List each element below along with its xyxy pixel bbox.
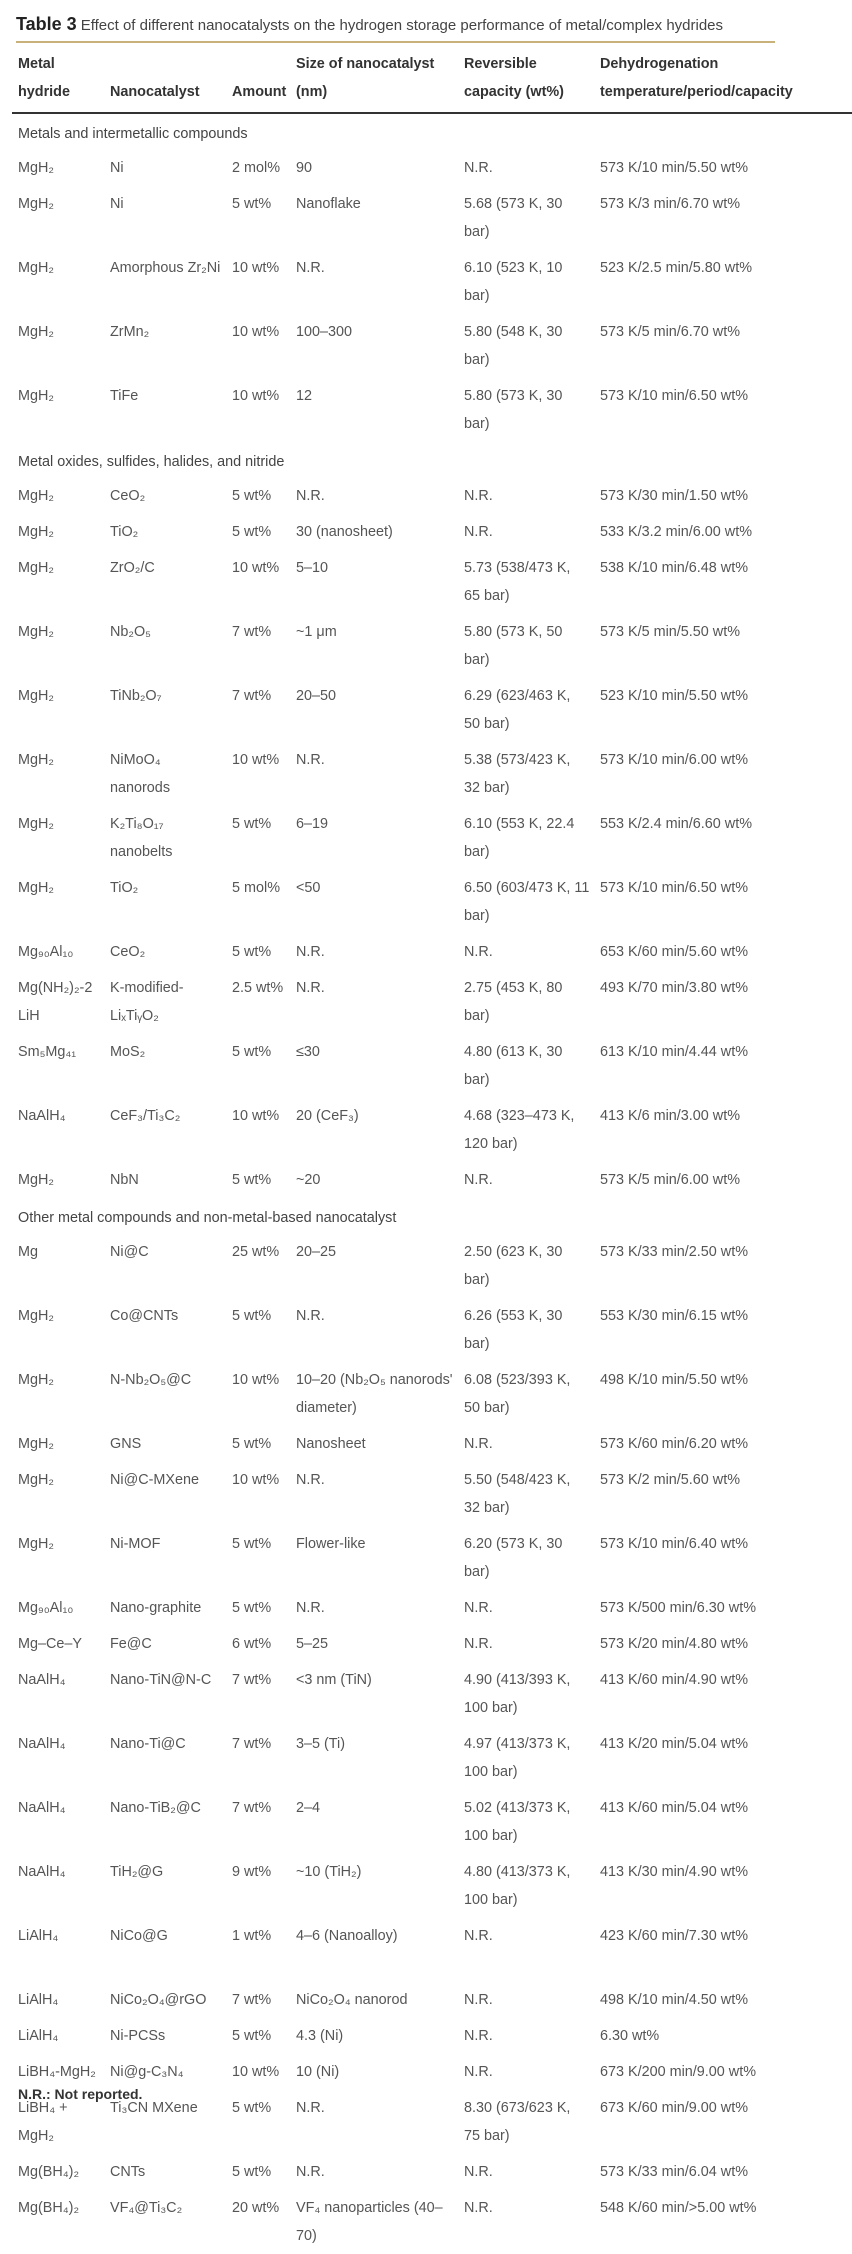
cell-nanocatalyst: NbN — [110, 1172, 139, 1188]
table-row — [12, 2054, 852, 2090]
cell-metal-hydride: LiAlH₄ — [18, 1928, 59, 1944]
cell-reversible-capacity: N.R. — [464, 1992, 493, 2008]
cell-size: N.R. — [296, 1600, 325, 1616]
cell-dehydrogenation: 533 K/3.2 min/6.00 wt% — [600, 524, 752, 540]
cell-metal-hydride: NaAlH₄ — [18, 1800, 66, 1816]
cell-nanocatalyst: Amorphous Zr₂Ni — [110, 260, 221, 276]
cell-size: 5–25 — [296, 1636, 329, 1652]
cell-amount: 25 wt% — [232, 1244, 280, 1260]
table-row — [12, 1298, 852, 1362]
cell-reversible-capacity: 6.08 (523/393 K, 50 bar) — [464, 1372, 571, 1416]
section-heading: Metal oxides, sulfides, halides, and nitride — [18, 454, 285, 470]
cell-metal-hydride: MgH₂ — [18, 488, 54, 504]
table-header — [12, 44, 852, 113]
cell-reversible-capacity: 5.38 (573/423 K, 32 bar) — [464, 752, 571, 796]
cell-metal-hydride: Mg — [18, 1244, 38, 1260]
table-row — [12, 742, 852, 806]
cell-dehydrogenation: 573 K/5 min/5.50 wt% — [600, 624, 740, 640]
cell-metal-hydride: MgH₂ — [18, 1436, 54, 1452]
table-row — [12, 1162, 852, 1198]
table-body — [12, 113, 852, 2254]
cell-nanocatalyst: NiMoO₄ nanorods — [110, 752, 171, 796]
table-row — [12, 614, 852, 678]
cell-nanocatalyst: Ni — [110, 196, 124, 212]
cell-metal-hydride: Mg(BH₄)₂ — [18, 2200, 80, 2216]
cell-metal-hydride: MgH₂ — [18, 260, 54, 276]
cell-nanocatalyst: MoS₂ — [110, 1044, 146, 1060]
cell-amount: 7 wt% — [232, 688, 272, 704]
table-row — [12, 2154, 852, 2190]
cell-nanocatalyst: N-Nb₂O₅@C — [110, 1372, 192, 1388]
cell-size: 3–5 (Ti) — [296, 1736, 346, 1752]
cell-reversible-capacity: N.R. — [464, 1172, 493, 1188]
cell-size: N.R. — [296, 488, 325, 504]
table-row — [12, 1726, 852, 1790]
cell-dehydrogenation: 573 K/5 min/6.70 wt% — [600, 324, 740, 340]
cell-size: N.R. — [296, 1472, 325, 1488]
cell-amount: 5 wt% — [232, 1044, 272, 1060]
cell-reversible-capacity: 4.80 (413/373 K, 100 bar) — [464, 1864, 571, 1908]
cell-amount: 7 wt% — [232, 1800, 272, 1816]
cell-dehydrogenation: 423 K/60 min/7.30 wt% — [600, 1928, 748, 1944]
cell-dehydrogenation: 413 K/30 min/4.90 wt% — [600, 1864, 748, 1880]
cell-reversible-capacity: 4.97 (413/373 K, 100 bar) — [464, 1736, 571, 1780]
col-header-reversible-capacity: Reversible capacity (wt%) — [458, 44, 594, 113]
cell-amount: 5 wt% — [232, 196, 272, 212]
cell-reversible-capacity: N.R. — [464, 524, 493, 540]
cell-dehydrogenation: 673 K/200 min/9.00 wt% — [600, 2064, 756, 2080]
cell-dehydrogenation: 498 K/10 min/4.50 wt% — [600, 1992, 748, 2008]
cell-reversible-capacity: N.R. — [464, 2064, 493, 2080]
cell-nanocatalyst: TiO₂ — [110, 880, 139, 896]
cell-metal-hydride: Mg(BH₄)₂ — [18, 2164, 80, 2180]
cell-size: 10–20 (Nb₂O₅ nanorods' diameter) — [296, 1372, 453, 1416]
cell-amount: 2.5 wt% — [232, 980, 284, 996]
table-row — [12, 1234, 852, 1298]
table-row — [12, 1034, 852, 1098]
cell-metal-hydride: MgH₂ — [18, 816, 54, 832]
table-row — [12, 1098, 852, 1162]
cell-reversible-capacity: 4.68 (323–473 K, 120 bar) — [464, 1108, 575, 1152]
cell-reversible-capacity: 5.02 (413/373 K, 100 bar) — [464, 1800, 571, 1844]
cell-size: 100–300 — [296, 324, 353, 340]
cell-metal-hydride: NaAlH₄ — [18, 1864, 66, 1880]
cell-nanocatalyst: ZrO₂/C — [110, 560, 155, 576]
table-row — [12, 1626, 852, 1662]
cell-reversible-capacity: 5.50 (548/423 K, 32 bar) — [464, 1472, 571, 1516]
table-row — [12, 150, 852, 186]
cell-amount: 10 wt% — [232, 560, 280, 576]
table-caption-text: Effect of different nanocatalysts on the hydrogen storage performance of metal/complex hydrides — [80, 17, 724, 34]
cell-reversible-capacity: 4.80 (613 K, 30 bar) — [464, 1044, 563, 1088]
cell-metal-hydride: MgH₂ — [18, 324, 54, 340]
cell-nanocatalyst: CNTs — [110, 2164, 146, 2180]
cell-nanocatalyst: GNS — [110, 1436, 142, 1452]
table-row — [12, 378, 852, 442]
cell-dehydrogenation: 553 K/30 min/6.15 wt% — [600, 1308, 748, 1324]
table-row — [12, 1854, 852, 1918]
cell-nanocatalyst: CeO₂ — [110, 488, 146, 504]
cell-reversible-capacity: 5.80 (573 K, 50 bar) — [464, 624, 563, 668]
cell-metal-hydride: MgH₂ — [18, 1472, 54, 1488]
cell-metal-hydride: MgH₂ — [18, 1536, 54, 1552]
cell-amount: 10 wt% — [232, 1108, 280, 1124]
cell-amount: 5 wt% — [232, 816, 272, 832]
cell-dehydrogenation: 498 K/10 min/5.50 wt% — [600, 1372, 748, 1388]
cell-dehydrogenation: 413 K/20 min/5.04 wt% — [600, 1736, 748, 1752]
table-row — [12, 1662, 852, 1726]
cell-nanocatalyst: Ni@C-MXene — [110, 1472, 199, 1488]
table-row — [12, 186, 852, 250]
cell-nanocatalyst: Ti₃CN MXene — [110, 2100, 198, 2116]
cell-amount: 5 wt% — [232, 944, 272, 960]
cell-amount: 5 wt% — [232, 524, 272, 540]
cell-size: <3 nm (TiN) — [296, 1672, 372, 1688]
section-row — [12, 1198, 852, 1234]
section-heading: Other metal compounds and non-metal-based nanocatalyst — [18, 1210, 397, 1226]
cell-reversible-capacity: 8.30 (673/623 K, 75 bar) — [464, 2100, 571, 2144]
cell-size: NiCo₂O₄ nanorod — [296, 1992, 408, 2008]
cell-size: ~10 (TiH₂) — [296, 1864, 362, 1880]
cell-metal-hydride: MgH₂ — [18, 1372, 54, 1388]
cell-nanocatalyst: NiCo@G — [110, 1928, 168, 1944]
cell-size: 6–19 — [296, 816, 329, 832]
cell-dehydrogenation: 6.30 wt% — [600, 2028, 660, 2044]
cell-metal-hydride: Sm₅Mg₄₁ — [18, 1044, 77, 1060]
cell-reversible-capacity: 6.10 (553 K, 22.4 bar) — [464, 816, 575, 860]
cell-amount: 5 wt% — [232, 1172, 272, 1188]
cell-metal-hydride: LiAlH₄ — [18, 1992, 59, 2008]
cell-dehydrogenation: 573 K/10 min/6.40 wt% — [600, 1536, 748, 1552]
cell-amount: 10 wt% — [232, 1372, 280, 1388]
cell-amount: 7 wt% — [232, 624, 272, 640]
cell-metal-hydride: MgH₂ — [18, 1172, 54, 1188]
cell-amount: 5 wt% — [232, 1600, 272, 1616]
cell-metal-hydride: Mg₉₀Al₁₀ — [18, 944, 74, 960]
cell-dehydrogenation: 573 K/10 min/6.50 wt% — [600, 388, 748, 404]
col-header-dehydrogenation: Dehydrogenation temperature/period/capacity — [594, 44, 852, 113]
cell-dehydrogenation: 573 K/60 min/6.20 wt% — [600, 1436, 748, 1452]
table-row — [12, 550, 852, 614]
cell-size: ~20 — [296, 1172, 321, 1188]
cell-metal-hydride: MgH₂ — [18, 560, 54, 576]
table-row — [12, 806, 852, 870]
cell-reversible-capacity: 5.80 (573 K, 30 bar) — [464, 388, 563, 432]
cell-size: ~1 μm — [296, 624, 337, 640]
cell-amount: 5 wt% — [232, 1436, 272, 1452]
table-row — [12, 870, 852, 934]
cell-amount: 10 wt% — [232, 752, 280, 768]
cell-metal-hydride: MgH₂ — [18, 880, 54, 896]
cell-reversible-capacity: N.R. — [464, 160, 493, 176]
cell-dehydrogenation: 548 K/60 min/>5.00 wt% — [600, 2200, 757, 2216]
cell-dehydrogenation: 553 K/2.4 min/6.60 wt% — [600, 816, 752, 832]
cell-amount: 5 mol% — [232, 880, 280, 896]
cell-amount: 7 wt% — [232, 1736, 272, 1752]
cell-size: N.R. — [296, 980, 325, 996]
cell-metal-hydride: LiAlH₄ — [18, 2028, 59, 2044]
cell-dehydrogenation: 493 K/70 min/3.80 wt% — [600, 980, 748, 996]
table-row — [12, 678, 852, 742]
table-row — [12, 934, 852, 970]
table-row — [12, 1590, 852, 1626]
cell-nanocatalyst: TiO₂ — [110, 524, 139, 540]
cell-reversible-capacity: 5.73 (538/473 K, 65 bar) — [464, 560, 571, 604]
cell-metal-hydride: MgH₂ — [18, 196, 54, 212]
cell-nanocatalyst: Co@CNTs — [110, 1308, 179, 1324]
cell-metal-hydride: MgH₂ — [18, 624, 54, 640]
cell-metal-hydride: NaAlH₄ — [18, 1108, 66, 1124]
cell-dehydrogenation: 573 K/33 min/6.04 wt% — [600, 2164, 748, 2180]
cell-nanocatalyst: TiH₂@G — [110, 1864, 164, 1880]
cell-size: 4.3 (Ni) — [296, 2028, 344, 2044]
cell-size: ≤30 — [296, 1044, 320, 1060]
cell-reversible-capacity: 4.90 (413/393 K, 100 bar) — [464, 1672, 571, 1716]
cell-reversible-capacity: N.R. — [464, 944, 493, 960]
table-row — [12, 478, 852, 514]
cell-amount: 5 wt% — [232, 1536, 272, 1552]
cell-nanocatalyst: Nano-TiN@N-C — [110, 1672, 212, 1688]
table-row — [12, 1462, 852, 1526]
cell-size: N.R. — [296, 752, 325, 768]
section-row — [12, 113, 852, 150]
cell-size: N.R. — [296, 260, 325, 276]
cell-size: N.R. — [296, 2164, 325, 2180]
cell-size: Nanoflake — [296, 196, 361, 212]
cell-metal-hydride: NaAlH₄ — [18, 1672, 66, 1688]
cell-dehydrogenation: 573 K/5 min/6.00 wt% — [600, 1172, 740, 1188]
cell-reversible-capacity: 2.50 (623 K, 30 bar) — [464, 1244, 563, 1288]
cell-reversible-capacity: N.R. — [464, 2164, 493, 2180]
col-header-amount: Amount — [226, 44, 290, 113]
cell-dehydrogenation: 573 K/10 min/6.00 wt% — [600, 752, 748, 768]
table-row — [12, 1362, 852, 1426]
cell-amount: 5 wt% — [232, 1308, 272, 1324]
cell-dehydrogenation: 573 K/33 min/2.50 wt% — [600, 1244, 748, 1260]
cell-amount: 5 wt% — [232, 2028, 272, 2044]
cell-metal-hydride: MgH₂ — [18, 752, 54, 768]
cell-reversible-capacity: 6.26 (553 K, 30 bar) — [464, 1308, 563, 1352]
cell-amount: 6 wt% — [232, 1636, 272, 1652]
cell-dehydrogenation: 413 K/60 min/4.90 wt% — [600, 1672, 748, 1688]
table-footnote: N.R.: Not reported. — [18, 2086, 143, 2102]
cell-reversible-capacity: 6.10 (523 K, 10 bar) — [464, 260, 563, 304]
cell-reversible-capacity: N.R. — [464, 2028, 493, 2044]
cell-amount: 10 wt% — [232, 324, 280, 340]
cell-amount: 10 wt% — [232, 2064, 280, 2080]
cell-nanocatalyst: Ni-MOF — [110, 1536, 161, 1552]
cell-size: N.R. — [296, 2100, 325, 2116]
cell-amount: 20 wt% — [232, 2200, 280, 2216]
cell-reversible-capacity: 6.29 (623/463 K, 50 bar) — [464, 688, 571, 732]
cell-reversible-capacity: N.R. — [464, 1436, 493, 1452]
cell-nanocatalyst: Ni@g-C₃N₄ — [110, 2064, 184, 2080]
cell-dehydrogenation: 673 K/60 min/9.00 wt% — [600, 2100, 748, 2116]
cell-dehydrogenation: 523 K/2.5 min/5.80 wt% — [600, 260, 752, 276]
cell-dehydrogenation: 573 K/10 min/6.50 wt% — [600, 880, 748, 896]
col-header-nanocatalyst: Nanocatalyst — [104, 44, 226, 113]
cell-metal-hydride: NaAlH₄ — [18, 1736, 66, 1752]
cell-nanocatalyst: TiFe — [110, 388, 139, 404]
table-row — [12, 2018, 852, 2054]
cell-size: 20–50 — [296, 688, 337, 704]
table-row — [12, 1526, 852, 1590]
cell-nanocatalyst: NiCo₂O₄@rGO — [110, 1992, 207, 2008]
table-row — [12, 1918, 852, 1982]
cell-nanocatalyst: VF₄@Ti₃C₂ — [110, 2200, 183, 2216]
cell-metal-hydride: MgH₂ — [18, 688, 54, 704]
table-caption — [16, 14, 723, 35]
cell-size: 2–4 — [296, 1800, 321, 1816]
col-header-size: Size of nanocatalyst (nm) — [290, 44, 458, 113]
cell-dehydrogenation: 573 K/30 min/1.50 wt% — [600, 488, 748, 504]
table-row — [12, 514, 852, 550]
cell-dehydrogenation: 413 K/60 min/5.04 wt% — [600, 1800, 748, 1816]
cell-nanocatalyst: K₂Ti₈O₁₇ nanobelts — [110, 816, 173, 860]
cell-size: N.R. — [296, 1308, 325, 1324]
cell-size: VF₄ nanoparticles (40–70) — [296, 2200, 443, 2244]
cell-amount: 10 wt% — [232, 1472, 280, 1488]
cell-size: 5–10 — [296, 560, 329, 576]
table-row — [12, 314, 852, 378]
cell-dehydrogenation: 573 K/20 min/4.80 wt% — [600, 1636, 748, 1652]
table-label: Table 3 — [16, 14, 77, 34]
cell-dehydrogenation: 413 K/6 min/3.00 wt% — [600, 1108, 740, 1124]
cell-metal-hydride: Mg–Ce–Y — [18, 1636, 82, 1652]
cell-reversible-capacity: N.R. — [464, 1928, 493, 1944]
cell-metal-hydride: Mg₉₀Al₁₀ — [18, 1600, 74, 1616]
cell-metal-hydride: Mg(NH₂)₂-2LiH — [18, 980, 93, 1024]
cell-reversible-capacity: N.R. — [464, 1600, 493, 1616]
cell-metal-hydride: MgH₂ — [18, 388, 54, 404]
cell-amount: 5 wt% — [232, 2100, 272, 2116]
cell-reversible-capacity: 5.80 (548 K, 30 bar) — [464, 324, 563, 368]
cell-reversible-capacity: N.R. — [464, 2200, 493, 2216]
cell-size: 12 — [296, 388, 313, 404]
cell-size: 20 (CeF₃) — [296, 1108, 359, 1124]
cell-reversible-capacity: 5.68 (573 K, 30 bar) — [464, 196, 563, 240]
cell-metal-hydride: MgH₂ — [18, 1308, 54, 1324]
cell-amount: 7 wt% — [232, 1672, 272, 1688]
cell-size: 4–6 (Nanoalloy) — [296, 1928, 398, 1944]
cell-reversible-capacity: N.R. — [464, 1636, 493, 1652]
cell-nanocatalyst: CeO₂ — [110, 944, 146, 960]
cell-size: <50 — [296, 880, 321, 896]
cell-metal-hydride: LiBH₄-MgH₂ — [18, 2064, 96, 2080]
cell-nanocatalyst: Nano-graphite — [110, 1600, 202, 1616]
cell-nanocatalyst: Nano-Ti@C — [110, 1736, 186, 1752]
table-row — [12, 1426, 852, 1462]
table-row — [12, 2190, 852, 2254]
cell-reversible-capacity: 6.20 (573 K, 30 bar) — [464, 1536, 563, 1580]
section-row — [12, 442, 852, 478]
cell-amount: 5 wt% — [232, 2164, 272, 2180]
cell-nanocatalyst: Ni-PCSs — [110, 2028, 166, 2044]
cell-size: 90 — [296, 160, 313, 176]
cell-reversible-capacity: 6.50 (603/473 K, 11 bar) — [464, 880, 590, 924]
cell-nanocatalyst: TiNb₂O₇ — [110, 688, 162, 704]
cell-amount: 9 wt% — [232, 1864, 272, 1880]
cell-amount: 5 wt% — [232, 488, 272, 504]
cell-amount: 2 mol% — [232, 160, 280, 176]
cell-size: 20–25 — [296, 1244, 337, 1260]
cell-amount: 10 wt% — [232, 260, 280, 276]
cell-dehydrogenation: 573 K/3 min/6.70 wt% — [600, 196, 740, 212]
cell-nanocatalyst: ZrMn₂ — [110, 324, 150, 340]
cell-dehydrogenation: 613 K/10 min/4.44 wt% — [600, 1044, 748, 1060]
cell-nanocatalyst: Fe@C — [110, 1636, 152, 1652]
cell-reversible-capacity: 2.75 (453 K, 80 bar) — [464, 980, 563, 1024]
caption-rule — [16, 41, 775, 43]
cell-metal-hydride: LiBH₄ + MgH₂ — [18, 2100, 68, 2144]
cell-amount: 10 wt% — [232, 388, 280, 404]
cell-size: Nanosheet — [296, 1436, 366, 1452]
table-row — [12, 250, 852, 314]
table-row — [12, 1982, 852, 2018]
cell-dehydrogenation: 573 K/10 min/5.50 wt% — [600, 160, 748, 176]
cell-size: 30 (nanosheet) — [296, 524, 393, 540]
cell-dehydrogenation: 573 K/2 min/5.60 wt% — [600, 1472, 740, 1488]
cell-dehydrogenation: 653 K/60 min/5.60 wt% — [600, 944, 748, 960]
cell-amount: 1 wt% — [232, 1928, 272, 1944]
cell-nanocatalyst: Ni — [110, 160, 124, 176]
table-row — [12, 970, 852, 1034]
cell-metal-hydride: MgH₂ — [18, 524, 54, 540]
cell-size: 10 (Ni) — [296, 2064, 340, 2080]
hydride-nanocatalyst-table — [12, 44, 852, 2254]
cell-dehydrogenation: 573 K/500 min/6.30 wt% — [600, 1600, 756, 1616]
cell-nanocatalyst: CeF₃/Ti₃C₂ — [110, 1108, 181, 1124]
cell-reversible-capacity: N.R. — [464, 488, 493, 504]
cell-dehydrogenation: 538 K/10 min/6.48 wt% — [600, 560, 748, 576]
cell-metal-hydride: MgH₂ — [18, 160, 54, 176]
col-header-metal-hydride: Metal hydride — [12, 44, 104, 113]
cell-dehydrogenation: 523 K/10 min/5.50 wt% — [600, 688, 748, 704]
section-heading: Metals and intermetallic compounds — [18, 126, 248, 142]
cell-nanocatalyst: Nb₂O₅ — [110, 624, 151, 640]
cell-nanocatalyst: Ni@C — [110, 1244, 149, 1260]
cell-size: Flower-like — [296, 1536, 366, 1552]
table-row — [12, 1790, 852, 1854]
cell-nanocatalyst: K-modified-LiₓTiᵧO₂ — [110, 980, 184, 1024]
cell-amount: 7 wt% — [232, 1992, 272, 2008]
cell-nanocatalyst: Nano-TiB₂@C — [110, 1800, 201, 1816]
cell-size: N.R. — [296, 944, 325, 960]
